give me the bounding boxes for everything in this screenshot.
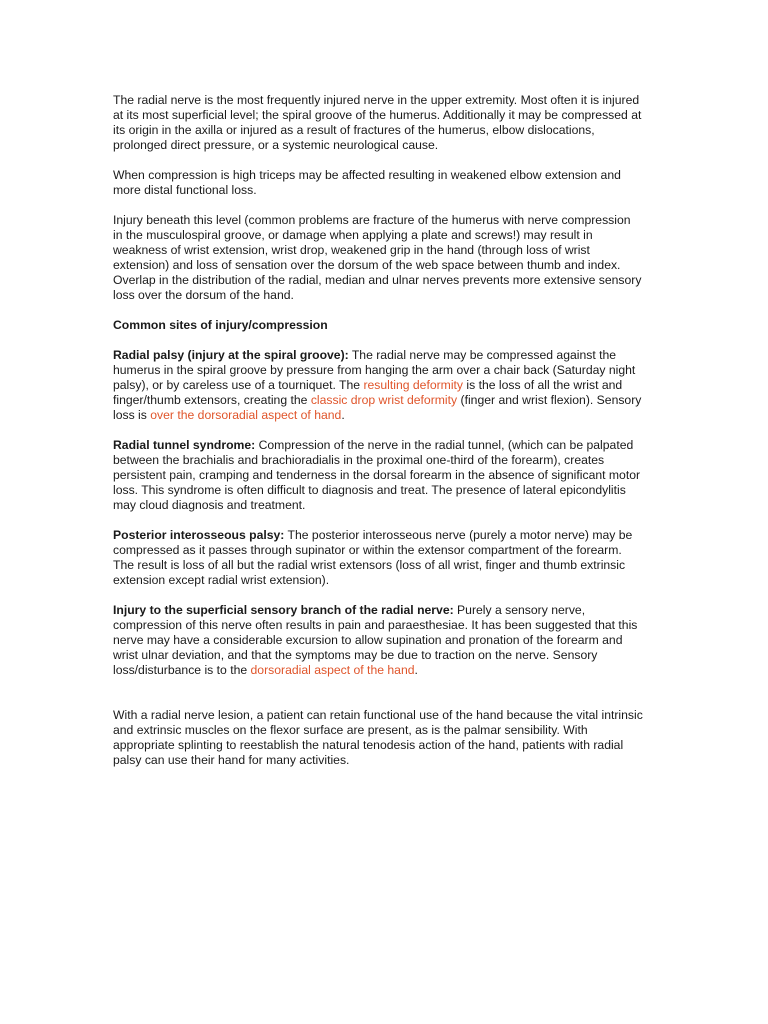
radial-palsy-text-1: The radial nerve may be compressed against the humerus in the spiral groove by pressure from hanging the arm over a chair back (Saturday night palsy), or by careless use of a tourniquet. The [113, 348, 636, 392]
radial-palsy-paragraph [113, 348, 643, 423]
dorsoradial-aspect-link[interactable]: dorsoradial aspect of the hand [250, 663, 415, 677]
radial-palsy-title: Radial palsy (injury at the spiral groove): [113, 348, 349, 362]
posterior-interosseous-title: Posterior interosseous palsy: [113, 528, 285, 542]
radial-tunnel-title: Radial tunnel syndrome: [113, 438, 256, 452]
intro-paragraph: The radial nerve is the most frequently injured nerve in the upper extremity. Most often it is injured at its most superficial level; the spiral groove of the humerus. Additionally it may be compressed at its origin in the axilla or injured as a result of fractures of the humerus, elbow dislocations, prolonged direct pressure, or a systemic neurological cause. [113, 93, 642, 152]
radial-palsy-text-3: (finger and wrist flexion). Sensory loss is [113, 393, 642, 422]
resulting-deformity-link[interactable]: resulting deformity [363, 378, 464, 392]
radial-palsy-text-4: . [341, 408, 345, 422]
radial-palsy-text-2: is the loss of all the wrist and finger/thumb extensors, creating the [113, 378, 623, 407]
section-heading-text: Common sites of injury/compression [113, 318, 328, 332]
drop-wrist-deformity-link[interactable]: classic drop wrist deformity [310, 393, 458, 407]
document-body [113, 93, 643, 768]
posterior-interosseous-paragraph [113, 528, 643, 588]
compression-paragraph: When compression is high triceps may be affected resulting in weakened elbow extension and more distal functional loss. [113, 168, 621, 197]
section-heading [113, 318, 643, 333]
injury-paragraph: Injury beneath this level (common problems are fracture of the humerus with nerve compression in the musculospiral groove, or damage when applying a plate and screws!) may result in weakness of wrist extension, wrist drop, weakened grip in the hand (through loss of wrist extension) and loss of sensation over the dorsum of the web space between thumb and index. Overlap in the distribution of the radial, median and ulnar nerves prevents more extensive sensory loss over the dorsum of the hand. [113, 213, 642, 302]
superficial-branch-paragraph [113, 603, 643, 678]
closing-paragraph: With a radial nerve lesion, a patient can retain functional use of the hand because the vital intrinsic and extrinsic muscles on the flexor surface are present, as is the palmar sensibility. With appropriate splinting to reestablish the natural tenodesis action of the hand, patients with radial palsy can use their hand for many activities. [113, 708, 643, 767]
dorsoradial-hand-link[interactable]: over the dorsoradial aspect of hand [150, 408, 342, 422]
superficial-branch-text-1: Purely a sensory nerve, compression of this nerve often results in pain and paraesthesiae. It has been suggested that this nerve may have a considerable excursion to allow supination and pronation of the forearm and wrist ulnar deviation, and that the symptoms may be due to traction on the nerve. Sensory loss/disturbance is to the [113, 603, 638, 677]
radial-tunnel-paragraph [113, 438, 643, 513]
superficial-branch-text-2: . [414, 663, 418, 677]
superficial-branch-title: Injury to the superficial sensory branch of the radial nerve: [113, 603, 454, 617]
posterior-interosseous-text: The posterior interosseous nerve (purely a motor nerve) may be compressed as it passes through supinator or within the extensor compartment of the forearm. The result is loss of all but the radial wrist extensors (loss of all wrist, finger and thumb extrinsic extension except radial wrist extension). [113, 528, 633, 587]
radial-tunnel-text: Compression of the nerve in the radial tunnel, (which can be palpated between the brachialis and brachioradialis in the proximal one-third of the forearm), creates persistent pain, cramping and tenderness in the dorsal forearm in the absence of significant motor loss. This syndrome is often difficult to diagnosis and treat. The presence of lateral epicondylitis may cloud diagnosis and treatment. [113, 438, 641, 512]
